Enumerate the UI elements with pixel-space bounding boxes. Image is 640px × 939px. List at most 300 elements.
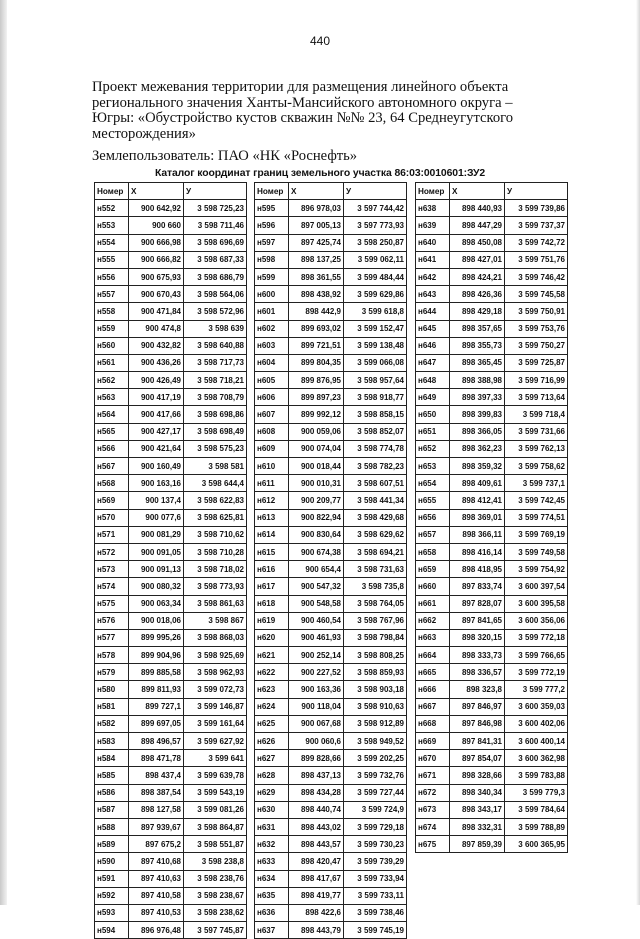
x-coordinate-cell: 900 421,64 [129,440,184,457]
x-coordinate-cell: 900 010,31 [289,475,344,492]
x-coordinate-cell: 898 340,34 [450,784,505,801]
x-coordinate-cell: 899 804,35 [289,354,344,371]
table-row [416,698,568,715]
point-number-cell: н587 [95,801,129,818]
table-row [416,733,568,750]
table-row [416,372,568,389]
y-coordinate-cell: 3 599 742,45 [505,492,568,509]
y-coordinate-cell: 3 599 766,65 [505,647,568,664]
table-row [255,887,407,904]
y-coordinate-cell: 3 599 639,78 [184,767,247,784]
table-row [95,200,247,217]
x-coordinate-cell: 900 830,64 [289,526,344,543]
y-coordinate-cell: 3 598 957,64 [344,372,407,389]
x-coordinate-cell: 897 005,13 [289,217,344,234]
table-header-row [255,183,407,200]
x-coordinate-cell: 900 118,04 [289,698,344,715]
point-number-cell: н633 [255,853,289,870]
table-row [95,543,247,560]
point-number-cell: н581 [95,698,129,715]
y-coordinate-cell: 3 600 400,14 [505,733,568,750]
x-coordinate-cell: 898 440,93 [450,200,505,217]
y-coordinate-cell: 3 598 644,4 [184,475,247,492]
point-number-cell: н615 [255,543,289,560]
y-coordinate-cell: 3 599 738,46 [344,904,407,921]
x-coordinate-cell: 899 811,93 [129,681,184,698]
x-coordinate-cell: 899 828,66 [289,750,344,767]
y-coordinate-cell: 3 598 238,76 [184,870,247,887]
y-coordinate-cell: 3 598 718,02 [184,561,247,578]
x-coordinate-cell: 900 091,05 [129,543,184,560]
table-row [95,578,247,595]
x-coordinate-cell: 898 443,79 [289,922,344,939]
scan-right-edge [636,0,640,905]
y-coordinate-cell: 3 599 742,72 [505,234,568,251]
y-coordinate-cell: 3 598 949,52 [344,733,407,750]
y-coordinate-cell: 3 598 858,15 [344,406,407,423]
point-number-cell: н569 [95,492,129,509]
point-number-cell: н570 [95,509,129,526]
table-row [416,268,568,285]
document-heading [92,80,572,165]
x-coordinate-cell: 898 443,57 [289,836,344,853]
y-coordinate-cell: 3 599 543,19 [184,784,247,801]
x-coordinate-cell: 898 429,18 [450,303,505,320]
y-coordinate-cell: 3 598 551,87 [184,836,247,853]
point-number-cell: н562 [95,372,129,389]
table-row [255,629,407,646]
table-row [95,268,247,285]
x-coordinate-cell: 898 320,15 [450,629,505,646]
point-number-cell: н593 [95,904,129,921]
point-number-cell: н658 [416,543,450,560]
point-number-cell: н667 [416,698,450,715]
x-coordinate-cell: 900 417,19 [129,389,184,406]
y-coordinate-cell: 3 599 739,29 [344,853,407,870]
y-coordinate-cell: 3 599 730,23 [344,836,407,853]
point-number-cell: н606 [255,389,289,406]
table-row [255,767,407,784]
table-row [255,354,407,371]
y-coordinate-cell: 3 599 746,42 [505,268,568,285]
x-coordinate-cell: 900 063,34 [129,595,184,612]
x-coordinate-cell: 897 939,67 [129,818,184,835]
y-coordinate-cell: 3 598 639 [184,320,247,337]
y-coordinate-cell: 3 598 774,78 [344,440,407,457]
point-number-cell: н611 [255,475,289,492]
x-coordinate-cell: 900 471,84 [129,303,184,320]
table-row [416,647,568,664]
point-number-cell: н580 [95,681,129,698]
y-coordinate-cell: 3 598 238,67 [184,887,247,904]
point-number-cell: н614 [255,526,289,543]
table-row [95,372,247,389]
y-coordinate-cell: 3 598 581 [184,458,247,475]
table-row [416,818,568,835]
point-number-cell: н566 [95,440,129,457]
column-header: X [289,183,344,200]
x-coordinate-cell: 900 666,98 [129,234,184,251]
point-number-cell: н608 [255,423,289,440]
table-row [95,664,247,681]
point-number-cell: н576 [95,612,129,629]
y-coordinate-cell: 3 598 864,87 [184,818,247,835]
y-coordinate-cell: 3 599 618,8 [344,303,407,320]
table-row [416,440,568,457]
point-number-cell: н663 [416,629,450,646]
y-coordinate-cell: 3 599 737,1 [505,475,568,492]
table-row [255,750,407,767]
column-header: Номер [416,183,450,200]
table-row [255,733,407,750]
point-number-cell: н597 [255,234,289,251]
y-coordinate-cell: 3 598 903,18 [344,681,407,698]
x-coordinate-cell: 900 163,16 [129,475,184,492]
y-coordinate-cell: 3 598 429,68 [344,509,407,526]
point-number-cell: н599 [255,268,289,285]
table-row [416,836,568,853]
point-number-cell: н670 [416,750,450,767]
table-row [416,681,568,698]
y-coordinate-cell: 3 599 745,19 [344,922,407,939]
point-number-cell: н622 [255,664,289,681]
x-coordinate-cell: 898 387,54 [129,784,184,801]
point-number-cell: н660 [416,578,450,595]
table-row [95,784,247,801]
x-coordinate-cell: 900 059,06 [289,423,344,440]
y-coordinate-cell: 3 599 731,66 [505,423,568,440]
table-row [255,440,407,457]
table-row [416,629,568,646]
point-number-cell: н628 [255,767,289,784]
point-number-cell: н601 [255,303,289,320]
y-coordinate-cell: 3 599 062,11 [344,251,407,268]
y-coordinate-cell: 3 599 769,19 [505,526,568,543]
x-coordinate-cell: 900 822,94 [289,509,344,526]
table-row [255,664,407,681]
table-row [416,217,568,234]
point-number-cell: н603 [255,337,289,354]
point-number-cell: н621 [255,647,289,664]
y-coordinate-cell: 3 600 402,06 [505,715,568,732]
table-row [255,836,407,853]
y-coordinate-cell: 3 599 627,92 [184,733,247,750]
x-coordinate-cell: 900 432,82 [129,337,184,354]
y-coordinate-cell: 3 598 868,03 [184,629,247,646]
point-number-cell: н616 [255,561,289,578]
y-coordinate-cell: 3 598 731,63 [344,561,407,578]
table-row [255,251,407,268]
y-coordinate-cell: 3 599 753,76 [505,320,568,337]
x-coordinate-cell: 900 547,32 [289,578,344,595]
table-row [255,870,407,887]
point-number-cell: н618 [255,595,289,612]
x-coordinate-cell: 898 420,47 [289,853,344,870]
point-number-cell: н640 [416,234,450,251]
table-row [255,475,407,492]
point-number-cell: н574 [95,578,129,595]
x-coordinate-cell: 897 846,98 [450,715,505,732]
x-coordinate-cell: 898 426,36 [450,286,505,303]
x-coordinate-cell: 899 693,02 [289,320,344,337]
table-row [255,612,407,629]
x-coordinate-cell: 898 443,02 [289,818,344,835]
x-coordinate-cell: 898 332,31 [450,818,505,835]
x-coordinate-cell: 898 427,01 [450,251,505,268]
x-coordinate-cell: 898 323,8 [450,681,505,698]
y-coordinate-cell: 3 599 745,58 [505,286,568,303]
heading-line: месторождения» [92,125,196,142]
table-row [255,595,407,612]
table-row [416,337,568,354]
point-number-cell: н665 [416,664,450,681]
table-row [255,337,407,354]
table-row [416,303,568,320]
y-coordinate-cell: 3 598 629,62 [344,526,407,543]
point-number-cell: н607 [255,406,289,423]
x-coordinate-cell: 900 548,58 [289,595,344,612]
table-row [95,767,247,784]
point-number-cell: н669 [416,733,450,750]
y-coordinate-cell: 3 598 962,93 [184,664,247,681]
y-coordinate-cell: 3 598 250,87 [344,234,407,251]
x-coordinate-cell: 900 460,54 [289,612,344,629]
point-number-cell: н557 [95,286,129,303]
x-coordinate-cell: 898 471,78 [129,750,184,767]
table-row [255,406,407,423]
x-coordinate-cell: 896 978,03 [289,200,344,217]
point-number-cell: н620 [255,629,289,646]
x-coordinate-cell: 898 424,21 [450,268,505,285]
y-coordinate-cell: 3 598 912,89 [344,715,407,732]
x-coordinate-cell: 898 442,9 [289,303,344,320]
y-coordinate-cell: 3 598 918,77 [344,389,407,406]
column-header: X [450,183,505,200]
table-row [416,492,568,509]
point-number-cell: н559 [95,320,129,337]
table-row [416,406,568,423]
heading-line: Проект межевания территории для размещения линейного объекта [92,79,509,95]
table-row [416,578,568,595]
y-coordinate-cell: 3 599 779,3 [505,784,568,801]
table-row [255,458,407,475]
x-coordinate-cell: 897 859,39 [450,836,505,853]
point-number-cell: н632 [255,836,289,853]
y-coordinate-cell: 3 597 744,42 [344,200,407,217]
point-number-cell: н668 [416,715,450,732]
x-coordinate-cell: 898 438,92 [289,286,344,303]
y-coordinate-cell: 3 598 708,79 [184,389,247,406]
x-coordinate-cell: 896 976,48 [129,922,184,939]
table-row [95,836,247,853]
table-row [95,320,247,337]
table-row [255,423,407,440]
y-coordinate-cell: 3 598 686,79 [184,268,247,285]
point-number-cell: н661 [416,595,450,612]
table-row [255,286,407,303]
table-row [416,784,568,801]
point-number-cell: н635 [255,887,289,904]
x-coordinate-cell: 900 060,6 [289,733,344,750]
table-row [416,389,568,406]
x-coordinate-cell: 899 876,95 [289,372,344,389]
x-coordinate-cell: 898 343,17 [450,801,505,818]
table-row [255,922,407,939]
point-number-cell: н591 [95,870,129,887]
point-number-cell: н568 [95,475,129,492]
y-coordinate-cell: 3 599 750,27 [505,337,568,354]
x-coordinate-cell: 900 461,93 [289,629,344,646]
x-coordinate-cell: 898 365,45 [450,354,505,371]
y-coordinate-cell: 3 599 727,44 [344,784,407,801]
table-row [416,561,568,578]
point-number-cell: н563 [95,389,129,406]
y-coordinate-cell: 3 598 607,51 [344,475,407,492]
point-number-cell: н623 [255,681,289,698]
x-coordinate-cell: 900 426,49 [129,372,184,389]
x-coordinate-cell: 898 357,65 [450,320,505,337]
x-coordinate-cell: 898 416,14 [450,543,505,560]
coordinate-table [415,182,568,853]
point-number-cell: н666 [416,681,450,698]
x-coordinate-cell: 898 127,58 [129,801,184,818]
y-coordinate-cell: 3 600 356,06 [505,612,568,629]
table-row [95,904,247,921]
table-row [95,629,247,646]
x-coordinate-cell: 898 418,95 [450,561,505,578]
x-coordinate-cell: 898 399,83 [450,406,505,423]
point-number-cell: н648 [416,372,450,389]
x-coordinate-cell: 900 675,93 [129,268,184,285]
x-coordinate-cell: 898 369,01 [450,509,505,526]
point-number-cell: н555 [95,251,129,268]
point-number-cell: н613 [255,509,289,526]
table-row [255,647,407,664]
table-row [416,234,568,251]
x-coordinate-cell: 899 992,12 [289,406,344,423]
y-coordinate-cell: 3 598 698,49 [184,423,247,440]
x-coordinate-cell: 900 209,77 [289,492,344,509]
y-coordinate-cell: 3 598 718,21 [184,372,247,389]
table-row [416,595,568,612]
y-coordinate-cell: 3 599 733,94 [344,870,407,887]
table-row [95,509,247,526]
x-coordinate-cell: 898 434,28 [289,784,344,801]
column-header: У [184,183,247,200]
y-coordinate-cell: 3 599 788,89 [505,818,568,835]
y-coordinate-cell: 3 599 146,87 [184,698,247,715]
point-number-cell: н639 [416,217,450,234]
x-coordinate-cell: 900 077,6 [129,509,184,526]
table-row [255,784,407,801]
point-number-cell: н596 [255,217,289,234]
x-coordinate-cell: 900 674,38 [289,543,344,560]
y-coordinate-cell: 3 598 717,73 [184,354,247,371]
table-row [95,715,247,732]
table-row [95,681,247,698]
point-number-cell: н646 [416,337,450,354]
point-number-cell: н630 [255,801,289,818]
table-row [95,423,247,440]
catalog-title: Каталог координат границ земельного участка 86:03:0010601:ЗУ2 [154,168,486,179]
y-coordinate-cell: 3 599 724,9 [344,801,407,818]
table-header-row [416,183,568,200]
point-number-cell: н554 [95,234,129,251]
x-coordinate-cell: 898 355,73 [450,337,505,354]
y-coordinate-cell: 3 599 202,25 [344,750,407,767]
point-number-cell: н594 [95,922,129,939]
point-number-cell: н612 [255,492,289,509]
y-coordinate-cell: 3 599 629,86 [344,286,407,303]
x-coordinate-cell: 899 727,1 [129,698,184,715]
x-coordinate-cell: 898 359,32 [450,458,505,475]
x-coordinate-cell: 899 697,05 [129,715,184,732]
point-number-cell: н638 [416,200,450,217]
table-row [416,612,568,629]
table-row [95,303,247,320]
table-row [416,251,568,268]
y-coordinate-cell: 3 599 066,08 [344,354,407,371]
x-coordinate-cell: 897 841,65 [450,612,505,629]
point-number-cell: н631 [255,818,289,835]
table-row [95,750,247,767]
y-coordinate-cell: 3 599 718,4 [505,406,568,423]
x-coordinate-cell: 900 670,43 [129,286,184,303]
point-number-cell: н598 [255,251,289,268]
point-number-cell: н634 [255,870,289,887]
table-row [95,595,247,612]
table-row [255,217,407,234]
table-row [255,268,407,285]
x-coordinate-cell: 898 137,25 [289,251,344,268]
table-row [416,423,568,440]
point-number-cell: н604 [255,354,289,371]
table-row [95,389,247,406]
column-header: Номер [95,183,129,200]
table-row [95,406,247,423]
y-coordinate-cell: 3 598 782,23 [344,458,407,475]
x-coordinate-cell: 900 474,8 [129,320,184,337]
point-number-cell: н662 [416,612,450,629]
point-number-cell: н592 [95,887,129,904]
point-number-cell: н583 [95,733,129,750]
y-coordinate-cell: 3 598 696,69 [184,234,247,251]
y-coordinate-cell: 3 599 641 [184,750,247,767]
x-coordinate-cell: 897 828,07 [450,595,505,612]
x-coordinate-cell: 900 137,4 [129,492,184,509]
y-coordinate-cell: 3 598 625,81 [184,509,247,526]
table-row [416,286,568,303]
table-row [255,526,407,543]
point-number-cell: н629 [255,784,289,801]
x-coordinate-cell: 899 904,96 [129,647,184,664]
point-number-cell: н674 [416,818,450,835]
table-row [416,526,568,543]
x-coordinate-cell: 899 995,26 [129,629,184,646]
point-number-cell: н578 [95,647,129,664]
y-coordinate-cell: 3 598 735,8 [344,578,407,595]
table-row [416,509,568,526]
point-number-cell: н664 [416,647,450,664]
table-row [416,801,568,818]
y-coordinate-cell: 3 598 867 [184,612,247,629]
x-coordinate-cell: 897 410,63 [129,870,184,887]
y-coordinate-cell: 3 599 072,73 [184,681,247,698]
point-number-cell: н641 [416,251,450,268]
point-number-cell: н595 [255,200,289,217]
table-row [416,354,568,371]
x-coordinate-cell: 898 447,29 [450,217,505,234]
